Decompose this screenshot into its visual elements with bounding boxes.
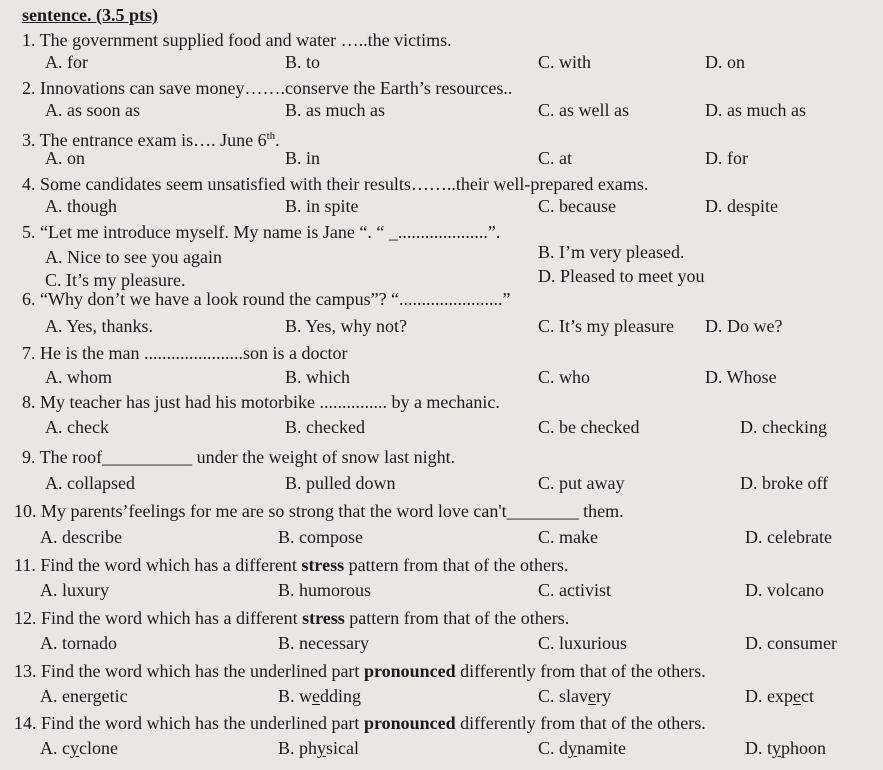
question-13-stem: 13. Find the word which has the underlined part pronounced differently from that of the others. bbox=[14, 661, 706, 681]
question-8-option-d: D. checking bbox=[740, 417, 827, 437]
question-2-option-a: A. as soon as bbox=[45, 100, 140, 120]
question-3-option-a: A. on bbox=[45, 148, 85, 168]
question-7-stem: 7. He is the man ......................son is a doctor bbox=[22, 343, 348, 363]
question-12-option-d: D. consumer bbox=[745, 633, 837, 653]
question-10-option-d: D. celebrate bbox=[745, 527, 832, 547]
question-11-option-c: C. activist bbox=[538, 580, 611, 600]
question-12-stem: 12. Find the word which has a different stress pattern from that of the others. bbox=[14, 608, 570, 628]
question-14-stem: 14. Find the word which has the underlined part pronounced differently from that of the others. bbox=[14, 713, 706, 733]
question-2-option-c: C. as well as bbox=[538, 100, 629, 120]
question-4-option-a: A. though bbox=[45, 196, 117, 216]
question-9-option-c: C. put away bbox=[538, 473, 625, 493]
question-13-option-b: B. wedding bbox=[278, 686, 362, 706]
question-7-option-b: B. which bbox=[285, 367, 350, 387]
question-14-option-d: D. typhoon bbox=[745, 738, 826, 758]
question-1-option-d: D. on bbox=[705, 52, 745, 72]
question-6-option-c: C. It’s my pleasure bbox=[538, 316, 674, 336]
question-10-stem: 10. My parents’feelings for me are so strong that the word love can't________ them. bbox=[14, 501, 624, 521]
question-12-option-c: C. luxurious bbox=[538, 633, 628, 653]
question-11-option-d: D. volcano bbox=[745, 580, 824, 600]
question-5-option-b: B. I’m very pleased. bbox=[538, 242, 685, 262]
question-5-stem: 5. “Let me introduce myself. My name is Jane “. “ _....................”. bbox=[22, 222, 501, 242]
question-6-option-b: B. Yes, why not? bbox=[285, 316, 408, 336]
question-3-stem: 3. The entrance exam is…. June 6th. bbox=[22, 130, 280, 150]
question-4-stem: 4. Some candidates seem unsatisfied with their results……..their well-prepared exams. bbox=[22, 174, 649, 194]
question-11-option-a: A. luxury bbox=[40, 580, 109, 600]
question-2-option-d: D. as much as bbox=[705, 100, 806, 120]
question-3-option-d: D. for bbox=[705, 148, 748, 168]
question-2-option-b: B. as much as bbox=[285, 100, 385, 120]
question-14-option-c: C. dynamite bbox=[538, 738, 626, 758]
question-13-option-a: A. energetic bbox=[40, 686, 128, 706]
question-8-option-a: A. check bbox=[45, 417, 109, 437]
question-4-option-d: D. despite bbox=[705, 196, 778, 216]
question-8-option-b: B. checked bbox=[285, 417, 365, 437]
question-6-stem: 6. “Why don’t we have a look round the campus”? “.......................” bbox=[22, 289, 511, 309]
question-10-option-b: B. compose bbox=[278, 527, 363, 547]
question-1-option-c: C. with bbox=[538, 52, 592, 72]
question-5-option-d: D. Pleased to meet you bbox=[538, 266, 705, 286]
question-13-option-d: D. expect bbox=[745, 686, 814, 706]
question-9-stem: 9. The roof__________ under the weight of snow last night. bbox=[22, 447, 456, 467]
question-8-stem: 8. My teacher has just had his motorbike ............... by a mechanic. bbox=[22, 392, 500, 412]
question-13-option-c: C. slavery bbox=[538, 686, 612, 706]
question-11-option-b: B. humorous bbox=[278, 580, 372, 600]
question-12-option-a: A. tornado bbox=[40, 633, 117, 653]
question-5-option-c: C. It’s my pleasure. bbox=[45, 270, 186, 290]
question-14-option-b: B. physical bbox=[278, 738, 360, 758]
question-5-option-a: A. Nice to see you again bbox=[45, 247, 222, 267]
question-14-option-a: A. cyclone bbox=[40, 738, 118, 758]
question-9-option-b: B. pulled down bbox=[285, 473, 396, 493]
question-11-stem: 11. Find the word which has a different stress pattern from that of the others. bbox=[14, 555, 569, 575]
question-12-option-b: B. necessary bbox=[278, 633, 369, 653]
question-10-option-c: C. make bbox=[538, 527, 598, 547]
question-4-option-c: C. because bbox=[538, 196, 616, 216]
section-heading: sentence. (3.5 pts) bbox=[22, 5, 158, 25]
question-7-option-c: C. who bbox=[538, 367, 591, 387]
question-7-option-d: D. Whose bbox=[705, 367, 777, 387]
question-7-option-a: A. whom bbox=[45, 367, 112, 387]
question-1-stem: 1. The government supplied food and water …..the victims. bbox=[22, 30, 452, 50]
question-8-option-c: C. be checked bbox=[538, 417, 640, 437]
question-1-option-b: B. to bbox=[285, 52, 321, 72]
question-1-option-a: A. for bbox=[45, 52, 88, 72]
question-9-option-a: A. collapsed bbox=[45, 473, 135, 493]
question-9-option-d: D. broke off bbox=[740, 473, 829, 493]
question-2-stem: 2. Innovations can save money…….conserve the Earth’s resources.. bbox=[22, 78, 513, 98]
question-3-option-c: C. at bbox=[538, 148, 572, 168]
question-6-option-a: A. Yes, thanks. bbox=[45, 316, 154, 336]
question-6-option-d: D. Do we? bbox=[705, 316, 783, 336]
question-10-option-a: A. describe bbox=[40, 527, 122, 547]
question-3-option-b: B. in bbox=[285, 148, 321, 168]
question-4-option-b: B. in spite bbox=[285, 196, 359, 216]
